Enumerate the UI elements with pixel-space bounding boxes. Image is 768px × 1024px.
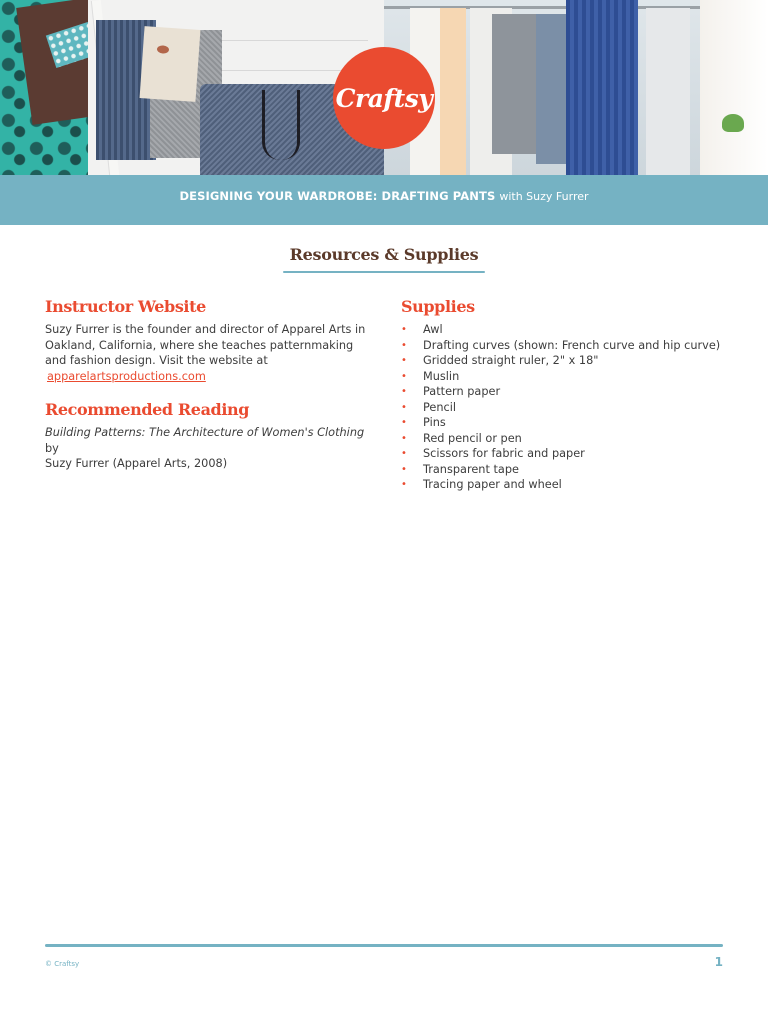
torn-paper-edge [0, 214, 768, 228]
list-item [401, 338, 741, 354]
bullet-icon: • [401, 339, 407, 351]
shelf [700, 0, 768, 176]
website-link[interactable]: apparelartsproductions.com [47, 369, 206, 383]
supply-item: Pins [423, 416, 446, 429]
list-item [401, 415, 741, 431]
book-by: by [45, 441, 59, 455]
hanging-garment [492, 14, 540, 154]
recommended-reading-heading: Recommended Reading [45, 400, 250, 419]
bullet-icon: • [401, 463, 407, 475]
instructor-text: Suzy Furrer is the founder and director of Apparel Arts in Oakland, California, where she teaches patternmaking and fashion design. Visit the website at [45, 323, 366, 367]
bullet-icon: • [401, 479, 407, 490]
book-title: Building Patterns: The Architecture of Women's Clothing [45, 426, 365, 439]
fabric-collage-photo [0, 0, 384, 176]
list-item [401, 431, 741, 447]
left-column [45, 297, 375, 472]
cream-swatch [140, 26, 201, 102]
logo-text: Craftsy [335, 83, 433, 113]
bullet-icon: • [401, 355, 407, 366]
list-item [401, 369, 741, 385]
supply-item: Drafting curves (shown: French curve and hip curve) [423, 338, 721, 352]
course-instructor: with Suzy Furrer [499, 189, 589, 203]
page-title: Resources & Supplies [289, 245, 479, 264]
bullet-icon: • [401, 432, 407, 444]
hanging-garment [440, 8, 466, 176]
reading-paragraph [45, 425, 375, 472]
list-item [401, 446, 741, 462]
footer-divider [45, 944, 723, 947]
supply-item: Awl [423, 323, 443, 336]
supply-item: Gridded straight ruler, 2" x 18" [423, 354, 599, 367]
bullet-icon: • [401, 401, 407, 413]
hanging-garment [646, 8, 690, 176]
book-detail: Suzy Furrer (Apparel Arts, 2008) [45, 457, 228, 470]
plant [722, 114, 744, 132]
bullet-icon: • [401, 324, 407, 335]
supply-item: Red pencil or pen [423, 431, 522, 445]
footer-copyright: © Craftsy [45, 960, 80, 968]
craftsy-logo [333, 47, 435, 149]
list-item [401, 353, 741, 369]
bullet-icon: • [401, 417, 407, 428]
list-item [401, 477, 741, 493]
supply-item: Tracing paper and wheel [423, 478, 562, 491]
heading-underline [283, 271, 485, 273]
course-title: DESIGNING YOUR WARDROBE: DRAFTING PANTS [179, 189, 496, 203]
list-item [401, 462, 741, 478]
page-number: 1 [714, 955, 723, 969]
supplies-heading: Supplies [401, 297, 475, 316]
supply-item: Pencil [423, 400, 457, 414]
supply-item: Scissors for fabric and paper [423, 447, 585, 460]
hanging-garment [566, 0, 638, 176]
supply-item: Muslin [423, 369, 460, 383]
list-item [401, 400, 741, 416]
supply-item: Transparent tape [423, 462, 519, 476]
drawstring [262, 90, 300, 160]
bullet-icon: • [401, 448, 407, 459]
instructor-paragraph [45, 322, 375, 384]
list-item [401, 384, 741, 400]
bullet-icon: • [401, 386, 407, 397]
right-column [401, 297, 741, 493]
hanging-garment [536, 14, 566, 164]
supply-item: Pattern paper [423, 385, 501, 398]
list-item [401, 322, 741, 338]
bullet-icon: • [401, 370, 407, 382]
instructor-website-heading: Instructor Website [45, 297, 206, 316]
supplies-list [401, 322, 741, 493]
